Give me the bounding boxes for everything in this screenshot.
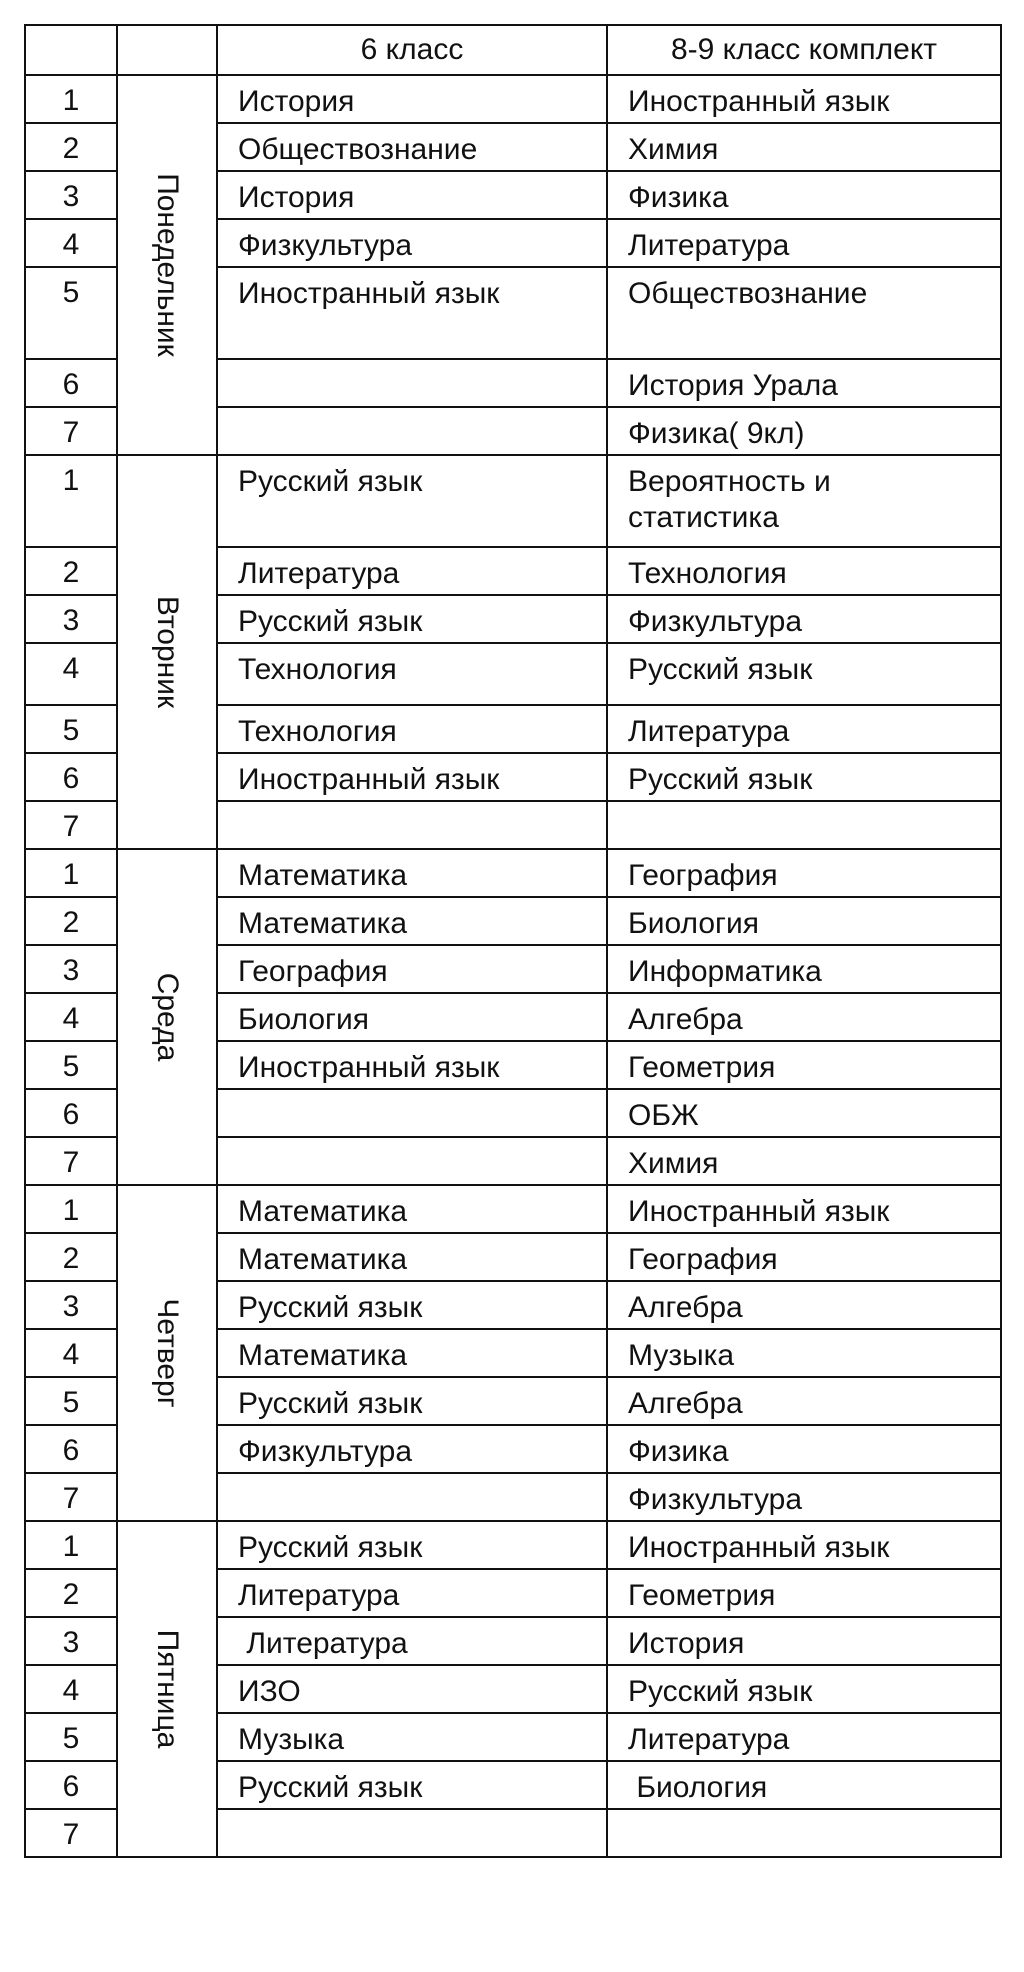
subject-class-6: Русский язык — [238, 1531, 423, 1564]
lesson-number: 2 — [62, 132, 80, 165]
subject-class-8-9: Геометрия — [628, 1051, 776, 1084]
lesson-number-cell — [25, 1185, 117, 1233]
subject-class-8-9: Обществознание — [628, 277, 868, 310]
lesson-number-cell — [25, 1713, 117, 1761]
subject-class-8-9-cell — [607, 267, 1001, 359]
lesson-number: 5 — [62, 1386, 80, 1419]
subject-class-8-9-cell — [607, 1233, 1001, 1281]
subject-class-6-cell — [217, 1281, 607, 1329]
subject-class-8-9: Вероятность и статистика — [628, 465, 831, 534]
lesson-number-cell — [25, 1089, 117, 1137]
subject-class-8-9-cell — [607, 219, 1001, 267]
subject-class-6: Обществознание — [238, 133, 478, 166]
lesson-number: 2 — [62, 1242, 80, 1275]
lesson-number-cell — [25, 1617, 117, 1665]
lesson-number: 2 — [62, 906, 80, 939]
lesson-number-cell — [25, 897, 117, 945]
subject-class-6: Русский язык — [238, 1291, 423, 1324]
header-day — [117, 25, 217, 75]
subject-class-6: Математика — [238, 1339, 408, 1372]
subject-class-8-9: География — [628, 859, 778, 892]
lesson-number-cell — [25, 595, 117, 643]
subject-class-8-9-cell — [607, 1521, 1001, 1569]
subject-class-6-cell — [217, 1377, 607, 1425]
lesson-number-cell — [25, 547, 117, 595]
lesson-number: 1 — [62, 1194, 80, 1227]
subject-class-6: ИЗО — [238, 1675, 301, 1708]
header-lesson-number — [25, 25, 117, 75]
header-row — [25, 25, 1001, 75]
subject-class-6-cell — [217, 945, 607, 993]
subject-class-6: Русский язык — [238, 465, 423, 498]
subject-class-6: Русский язык — [238, 1387, 423, 1420]
subject-class-8-9-cell — [607, 75, 1001, 123]
subject-class-6: Технология — [238, 653, 397, 686]
lesson-number: 5 — [62, 1722, 80, 1755]
subject-class-8-9: Физкультура — [628, 1483, 803, 1516]
subject-class-8-9-cell — [607, 407, 1001, 455]
day-cell — [117, 849, 217, 1185]
subject-class-6-cell — [217, 547, 607, 595]
subject-class-6-cell — [217, 1665, 607, 1713]
subject-class-8-9: Русский язык — [628, 653, 813, 686]
subject-class-8-9: Химия — [628, 133, 719, 166]
subject-class-6 — [218, 802, 606, 810]
subject-class-6-cell — [217, 897, 607, 945]
subject-class-8-9-cell — [607, 1185, 1001, 1233]
lesson-number-cell — [25, 267, 117, 359]
subject-class-8-9-cell — [607, 993, 1001, 1041]
subject-class-6 — [218, 1138, 606, 1146]
subject-class-6: Иностранный язык — [238, 1051, 500, 1084]
header-class-8-9: 8-9 класс комплект — [607, 25, 1001, 75]
lesson-number: 4 — [62, 1674, 80, 1707]
subject-class-8-9-cell — [607, 1089, 1001, 1137]
schedule-table — [24, 24, 1002, 1858]
schedule-table-container — [24, 24, 1000, 1948]
lesson-number: 6 — [62, 762, 80, 795]
subject-class-8-9: ОБЖ — [628, 1099, 699, 1132]
subject-class-6: География — [238, 955, 388, 988]
subject-class-8-9: Русский язык — [628, 1675, 813, 1708]
subject-class-8-9-cell — [607, 1569, 1001, 1617]
subject-class-8-9-cell — [607, 753, 1001, 801]
subject-class-6-cell — [217, 1137, 607, 1185]
subject-class-6: Биология — [238, 1003, 369, 1036]
subject-class-8-9-cell — [607, 801, 1001, 849]
subject-class-8-9-cell — [607, 1137, 1001, 1185]
subject-class-8-9 — [608, 1810, 1000, 1818]
subject-class-6: Русский язык — [238, 1771, 423, 1804]
lesson-number: 6 — [62, 368, 80, 401]
lesson-number-cell — [25, 1425, 117, 1473]
subject-class-8-9: Литература — [628, 715, 790, 748]
subject-class-8-9-cell — [607, 123, 1001, 171]
lesson-number: 5 — [62, 1050, 80, 1083]
lesson-row — [25, 455, 1001, 547]
subject-class-6 — [218, 408, 606, 416]
lesson-number: 6 — [62, 1434, 80, 1467]
subject-class-6 — [218, 1810, 606, 1818]
subject-class-6-cell — [217, 1041, 607, 1089]
lesson-row — [25, 1185, 1001, 1233]
lesson-number: 3 — [62, 604, 80, 637]
subject-class-6-cell — [217, 1425, 607, 1473]
subject-class-6 — [218, 1090, 606, 1098]
subject-class-8-9: Геометрия — [628, 1579, 776, 1612]
subject-class-8-9: История — [628, 1627, 745, 1660]
subject-class-6: Музыка — [238, 1723, 345, 1756]
lesson-number-cell — [25, 1569, 117, 1617]
subject-class-8-9: Информатика — [628, 955, 822, 988]
subject-class-8-9: Физкультура — [628, 605, 803, 638]
subject-class-8-9: Иностранный язык — [628, 1531, 890, 1564]
subject-class-8-9-cell — [607, 455, 1001, 547]
subject-class-6-cell — [217, 1809, 607, 1857]
lesson-number: 2 — [62, 556, 80, 589]
subject-class-6-cell — [217, 75, 607, 123]
lesson-number-cell — [25, 1233, 117, 1281]
subject-class-8-9-cell — [607, 547, 1001, 595]
lesson-number: 5 — [62, 276, 80, 309]
lesson-number-cell — [25, 705, 117, 753]
subject-class-6-cell — [217, 171, 607, 219]
subject-class-6-cell — [217, 1761, 607, 1809]
subject-class-6-cell — [217, 359, 607, 407]
lesson-number-cell — [25, 359, 117, 407]
subject-class-8-9-cell — [607, 1665, 1001, 1713]
day-name: Среда — [151, 972, 184, 1062]
subject-class-8-9-cell — [607, 595, 1001, 643]
lesson-number: 4 — [62, 1338, 80, 1371]
lesson-number: 3 — [62, 1626, 80, 1659]
subject-class-6-cell — [217, 1185, 607, 1233]
subject-class-8-9-cell — [607, 1281, 1001, 1329]
lesson-number: 6 — [62, 1770, 80, 1803]
subject-class-6 — [218, 360, 606, 368]
subject-class-8-9-cell — [607, 1617, 1001, 1665]
subject-class-8-9: Биология — [628, 1771, 768, 1804]
subject-class-8-9: География — [628, 1243, 778, 1276]
subject-class-6-cell — [217, 1473, 607, 1521]
subject-class-6: Математика — [238, 1195, 408, 1228]
subject-class-6-cell — [217, 1089, 607, 1137]
subject-class-8-9: Русский язык — [628, 763, 813, 796]
subject-class-8-9-cell — [607, 1377, 1001, 1425]
lesson-row — [25, 75, 1001, 123]
subject-class-8-9-cell — [607, 1041, 1001, 1089]
lesson-number: 2 — [62, 1578, 80, 1611]
subject-class-6-cell — [217, 1233, 607, 1281]
subject-class-8-9-cell — [607, 1473, 1001, 1521]
day-name: Понедельник — [151, 173, 184, 357]
subject-class-8-9-cell — [607, 643, 1001, 705]
subject-class-6-cell — [217, 267, 607, 359]
lesson-number-cell — [25, 1665, 117, 1713]
subject-class-8-9: Технология — [628, 557, 787, 590]
subject-class-8-9-cell — [607, 171, 1001, 219]
lesson-number: 4 — [62, 652, 80, 685]
lesson-number-cell — [25, 993, 117, 1041]
subject-class-8-9: Музыка — [628, 1339, 735, 1372]
lesson-number-cell — [25, 753, 117, 801]
lesson-row — [25, 1521, 1001, 1569]
day-cell — [117, 75, 217, 455]
subject-class-6-cell — [217, 1521, 607, 1569]
lesson-number-cell — [25, 945, 117, 993]
subject-class-8-9: Биология — [628, 907, 759, 940]
day-name: Пятница — [151, 1629, 184, 1749]
lesson-number: 3 — [62, 954, 80, 987]
subject-class-8-9: Химия — [628, 1147, 719, 1180]
lesson-number-cell — [25, 219, 117, 267]
subject-class-6: Математика — [238, 1243, 408, 1276]
lesson-number: 7 — [62, 1818, 80, 1851]
subject-class-8-9: Литература — [628, 1723, 790, 1756]
subject-class-6: Математика — [238, 907, 408, 940]
lesson-number: 1 — [62, 464, 80, 497]
lesson-number-cell — [25, 407, 117, 455]
lesson-number: 7 — [62, 1146, 80, 1179]
subject-class-8-9: Физика — [628, 181, 729, 214]
subject-class-6: Математика — [238, 859, 408, 892]
subject-class-6-cell — [217, 993, 607, 1041]
subject-class-8-9: История Урала — [628, 369, 838, 402]
subject-class-8-9-cell — [607, 1761, 1001, 1809]
subject-class-6-cell — [217, 407, 607, 455]
subject-class-8-9-cell — [607, 359, 1001, 407]
subject-class-8-9: Алгебра — [628, 1387, 743, 1420]
lesson-number: 4 — [62, 228, 80, 261]
subject-class-8-9: Литература — [628, 229, 790, 262]
lesson-number: 7 — [62, 810, 80, 843]
lesson-number-cell — [25, 1809, 117, 1857]
subject-class-6: Русский язык — [238, 605, 423, 638]
lesson-number: 4 — [62, 1002, 80, 1035]
lesson-number-cell — [25, 1521, 117, 1569]
lesson-number: 1 — [62, 84, 80, 117]
subject-class-6: Физкультура — [238, 1435, 413, 1468]
lesson-number-cell — [25, 123, 117, 171]
lesson-number: 7 — [62, 1482, 80, 1515]
subject-class-8-9-cell — [607, 1713, 1001, 1761]
subject-class-6-cell — [217, 455, 607, 547]
lesson-number-cell — [25, 1281, 117, 1329]
lesson-number: 6 — [62, 1098, 80, 1131]
subject-class-8-9: Алгебра — [628, 1291, 743, 1324]
lesson-row — [25, 849, 1001, 897]
lesson-number: 5 — [62, 714, 80, 747]
lesson-number-cell — [25, 801, 117, 849]
subject-class-8-9-cell — [607, 1809, 1001, 1857]
day-name: Четверг — [151, 1298, 184, 1408]
lesson-number-cell — [25, 1041, 117, 1089]
subject-class-6-cell — [217, 123, 607, 171]
subject-class-6: Литература — [238, 557, 400, 590]
subject-class-6: Иностранный язык — [238, 763, 500, 796]
subject-class-6-cell — [217, 849, 607, 897]
subject-class-6: История — [238, 181, 355, 214]
subject-class-6-cell — [217, 753, 607, 801]
schedule-body — [25, 75, 1001, 1857]
lesson-number: 3 — [62, 1290, 80, 1323]
subject-class-6-cell — [217, 705, 607, 753]
subject-class-6: Литература — [238, 1627, 408, 1660]
subject-class-8-9: Алгебра — [628, 1003, 743, 1036]
lesson-number: 1 — [62, 1530, 80, 1563]
subject-class-6-cell — [217, 1329, 607, 1377]
subject-class-6 — [218, 1474, 606, 1482]
day-cell — [117, 1185, 217, 1521]
subject-class-8-9-cell — [607, 849, 1001, 897]
subject-class-8-9-cell — [607, 945, 1001, 993]
subject-class-8-9 — [608, 802, 1000, 810]
subject-class-6-cell — [217, 1569, 607, 1617]
subject-class-6-cell — [217, 643, 607, 705]
lesson-number-cell — [25, 1329, 117, 1377]
day-name: Вторник — [151, 595, 184, 709]
subject-class-6-cell — [217, 595, 607, 643]
header-class-6: 6 класс — [217, 25, 607, 75]
subject-class-6-cell — [217, 1617, 607, 1665]
lesson-number-cell — [25, 1761, 117, 1809]
lesson-number-cell — [25, 849, 117, 897]
lesson-number-cell — [25, 455, 117, 547]
subject-class-8-9-cell — [607, 897, 1001, 945]
lesson-number-cell — [25, 171, 117, 219]
subject-class-8-9: Иностранный язык — [628, 1195, 890, 1228]
subject-class-8-9-cell — [607, 705, 1001, 753]
subject-class-6: Физкультура — [238, 229, 413, 262]
lesson-number: 1 — [62, 858, 80, 891]
day-cell — [117, 455, 217, 849]
subject-class-6: История — [238, 85, 355, 118]
subject-class-6: Технология — [238, 715, 397, 748]
lesson-number-cell — [25, 1137, 117, 1185]
subject-class-8-9-cell — [607, 1425, 1001, 1473]
lesson-number: 3 — [62, 180, 80, 213]
lesson-number-cell — [25, 1473, 117, 1521]
lesson-number-cell — [25, 75, 117, 123]
subject-class-8-9-cell — [607, 1329, 1001, 1377]
subject-class-8-9: Физика — [628, 1435, 729, 1468]
day-cell — [117, 1521, 217, 1857]
subject-class-6-cell — [217, 801, 607, 849]
subject-class-6: Литература — [238, 1579, 400, 1612]
subject-class-6-cell — [217, 219, 607, 267]
lesson-number: 7 — [62, 416, 80, 449]
subject-class-6: Иностранный язык — [238, 277, 500, 310]
subject-class-6-cell — [217, 1713, 607, 1761]
lesson-number-cell — [25, 1377, 117, 1425]
subject-class-8-9: Физика( 9кл) — [628, 417, 805, 450]
lesson-number-cell — [25, 643, 117, 705]
subject-class-8-9: Иностранный язык — [628, 85, 890, 118]
